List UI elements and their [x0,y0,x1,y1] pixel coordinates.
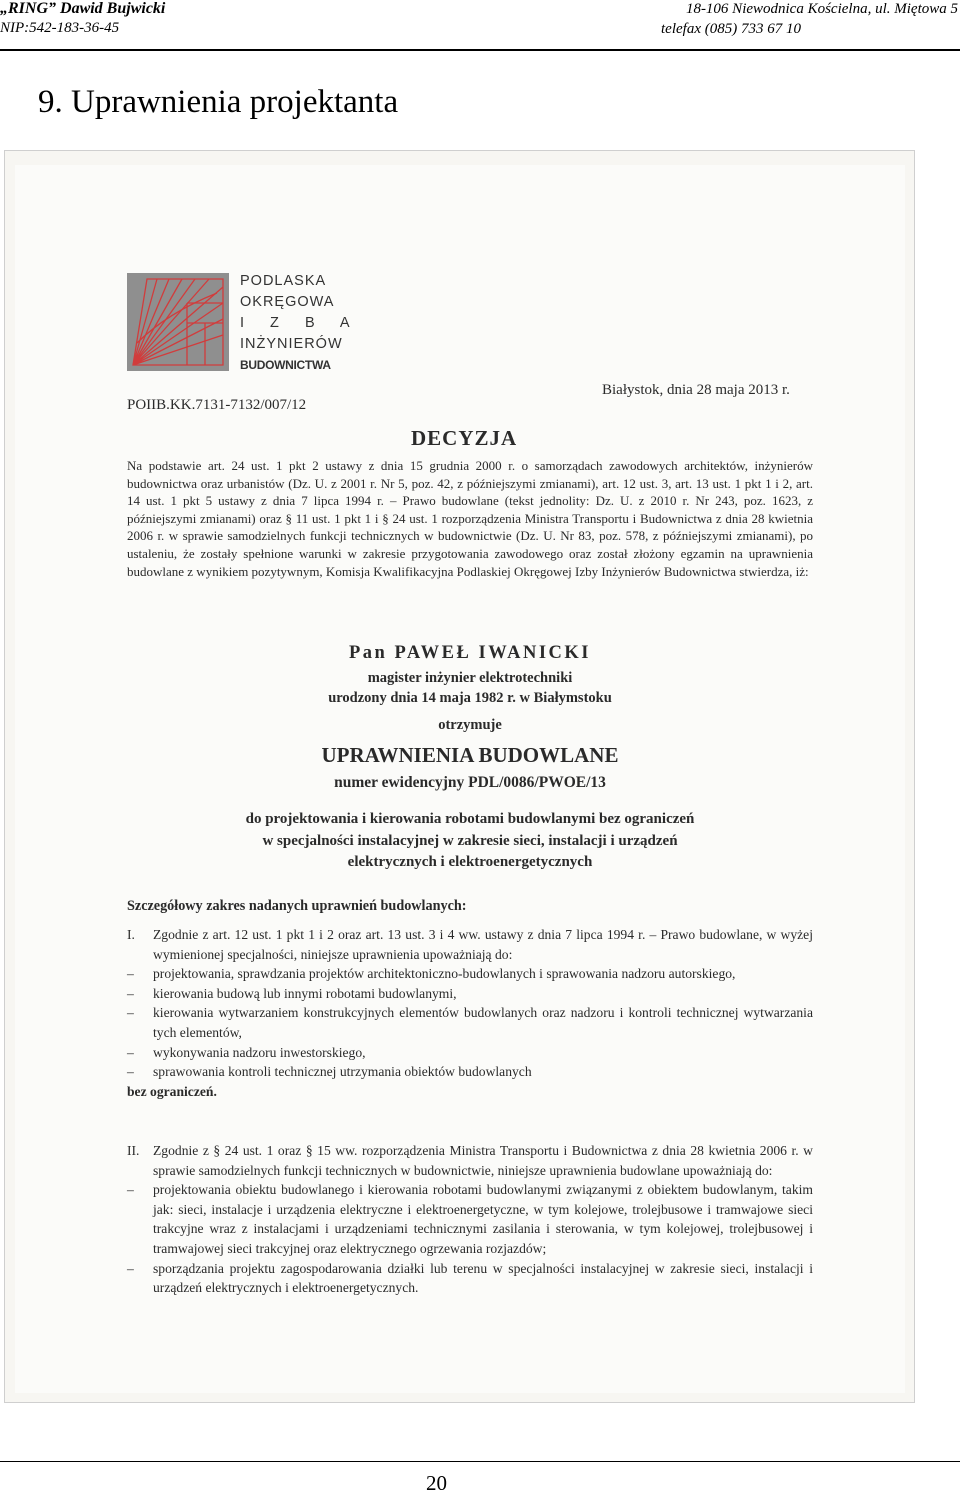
register-number: numer ewidencyjny PDL/0086/PWOE/13 [334,774,606,791]
person-degree: magister inżynier elektrotechniki [367,670,573,686]
reference-number: POIIB.KK.7131-7132/007/12 [127,397,307,413]
footer-rule [0,1461,960,1462]
chamber-line-3: I Z B A [240,315,361,331]
section-2-intro [127,1141,813,1180]
scope-line-2: w specjalności instalacyjnej w zakresie sieci, instalacji i urządzeń [262,832,678,849]
permit-scope [127,809,813,874]
list-item [127,984,813,1004]
section-1 [127,925,813,1101]
company-address: 18-106 Niewodnica Kościelna, ul. Miętowa 5 [685,1,958,17]
list-item [127,1180,813,1258]
list-item-text: kierowania budową lub innymi robotami budowlanymi, [153,985,457,1001]
company-name: „RING” Dawid Bujwicki [0,0,166,17]
dash-marker: – [127,1064,134,1080]
section-1-text: Zgodnie z art. 12 ust. 1 pkt 1 i 2 oraz art. 13 ust. 3 i 4 ww. ustawy z dnia 7 lipca 1994 r. – Prawo budowlane, w wyżej wymienionej specjalności, niniejsze uprawnienia upoważniają do: [153,927,813,962]
section-1-marker: I. [127,927,135,942]
list-item-text: projektowania, sprawdzania projektów architektoniczno-budowlanych i sprawowania nadzoru autorskiego, [153,966,736,982]
scanned-document [4,150,915,1403]
list-item-text: kierowania wytwarzaniem konstrukcyjnych elementów budowlanych oraz nadzoru i kontroli technicznej wytwarzania tych elementów, [153,1005,813,1040]
chamber-name [240,271,361,376]
dash-marker: – [127,985,134,1001]
section-2 [127,1141,813,1298]
header-rule [0,49,960,51]
legal-basis-paragraph: Na podstawie art. 24 ust. 1 pkt 2 ustawy z dnia 15 grudnia 2000 r. o samorządach zawodowych architektów, inżynierów budownictwa oraz urbanistów (Dz. U. z 2001 r. Nr 5, poz. 42, z późniejszymi zmianami), art. 12 ust. 3, art. 13 ust. 1 pkt 1 i 2, art. 14 ust. 1 pkt 5 ustawy z dnia 7 lipca 1994 r. – Prawo budowlane (tekst jednolity: Dz. U. z 2010 r. Nr 243, poz. 1623, z późniejszymi zmianami) oraz § 11 ust. 1 pkt 1 i § 24 ust. 1 rozporządzenia Ministra Transportu i Budownictwa z dnia 28 kwietnia 2006 r. w sprawie samodzielnych funkcji technicznych w budownictwie (Dz. U. Nr 83, poz. 578, z późniejszymi zmianami), po ustaleniu, że zostały spełnione warunki w zakresie przygotowania zawodowego oraz został złożony egzamin na uprawnienia budowlane z wynikiem pozytywnym, Komisja Kwalifikacyjna Podlaskiej Okręgowej Izby Inżynierów Budownictwa stwierdza, iż: [127,458,813,579]
receives-label: otrzymuje [438,717,502,733]
section-1-closing: bez ograniczeń. [127,1083,217,1099]
person-birth: urodzony dnia 14 maja 1982 r. w Białymstoku [328,690,612,706]
section-2-marker: II. [127,1143,140,1158]
list-item-text: projektowania obiektu budowlanego i kierowania robotami budowlanymi związanymi z obiektem budowlanym, takim jak: sieci, instalacje i urządzenia elektryczne i elektroenergetyczne, w tym kolejowe, trolejbusowe i tramwajowe sieci trakcyjne wraz z instalacjami i urządzeniami technicznymi zasilania i sterowania, w tym kolejowej, trolejbusowej i tramwajowej sieci trakcyjnej oraz elektrycznego ogrzewania rozjazdów; [153,1182,813,1256]
place-date: Białystok, dnia 28 maja 2013 r. [602,382,790,398]
list-item [127,964,813,984]
dash-marker: – [127,1182,134,1198]
list-item-text: sporządzania projektu zagospodarowania działki lub terenu w specjalności instalacyjnej w zakresie sieci, instalacji i urządzeń elektrycznych i elektroenergetycznych. [153,1260,813,1296]
section-title: 9. Uprawnienia projektanta [38,84,399,120]
document-sheet [15,165,905,1393]
section-1-intro [127,925,813,964]
chamber-line-1: PODLASKA [240,273,327,289]
list-item-text: sprawowania kontroli technicznej utrzymania obiektów budowlanych [153,1064,532,1080]
person-name: Pan PAWEŁ IWANICKI [348,643,592,663]
company-nip: NIP:542-183-36-45 [0,20,120,36]
scope-line-3: elektrycznych i elektroenergetycznych [347,854,593,871]
list-item [127,1003,813,1042]
dash-marker: – [127,1260,134,1276]
chamber-logo-icon [127,273,229,371]
list-item [127,1043,813,1063]
list-item [127,1259,813,1298]
list-item [127,1062,813,1082]
scope-line-1: do projektowania i kierowania robotami budowlanymi bez ograniczeń [245,811,695,827]
details-heading: Szczegółowy zakres nadanych uprawnień budowlanych: [127,898,467,914]
chamber-line-4: INŻYNIERÓW [240,336,343,352]
company-phone: telefax (085) 733 67 10 [661,21,801,37]
dash-marker: – [127,1005,134,1021]
dash-marker: – [127,1044,134,1060]
chamber-line-5: BUDOWNICTWA [240,358,331,372]
section-2-text: Zgodnie z § 24 ust. 1 oraz § 15 ww. rozporządzenia Ministra Transportu i Budownictwa z dnia 28 kwietnia 2006 r. w sprawie samodzielnych funkcji technicznych w budownictwie, niniejsze uprawnienia budowlane upoważniają do: [153,1143,813,1178]
decision-title: DECYZJA [411,426,518,450]
permit-title: UPRAWNIENIA BUDOWLANE [321,743,619,767]
dash-marker: – [127,966,134,982]
page-number: 20 [426,1471,447,1495]
chamber-line-2: OKRĘGOWA [240,294,335,310]
list-item-text: wykonywania nadzoru inwestorskiego, [153,1044,366,1060]
